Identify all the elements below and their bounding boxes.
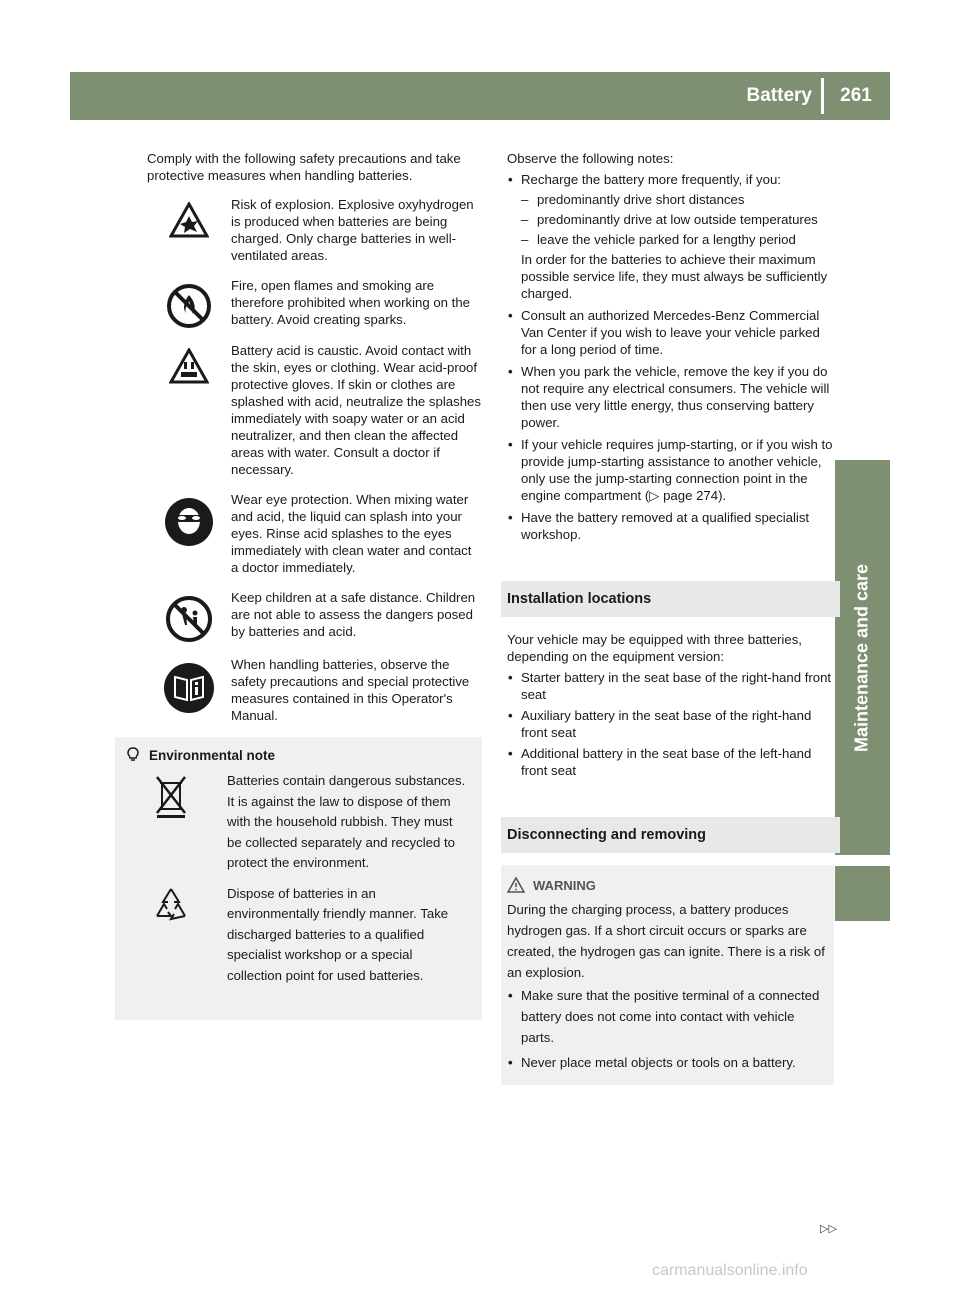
section-heading-installation: Installation locations [501,581,840,617]
hazard-item [147,589,482,643]
list-item: • When you park the vehicle, remove the key if you do not require any electrical consumers. The vehicle will then use very little energy, thus conserving battery power. [507,363,834,431]
hazard-item [147,342,482,478]
crossed-bin-icon [153,773,189,819]
warning-text: During the charging process, a battery produces hydrogen gas. If a short circuit occurs or sparks are created, the hydrogen gas can ignite. There is a risk of an explosion. [507,902,825,980]
chapter-marker [835,866,890,921]
list-item: • Never place metal objects or tools on a battery. [507,1052,826,1073]
section-heading-disconnecting: Disconnecting and removing [501,817,840,853]
lightbulb-icon [127,747,139,763]
hazard-text: When handling batteries, observe the safety precautions and special protective measures contained in this Operator's Manual. [231,657,470,723]
hazard-text: Keep children at a safe distance. Children are not able to assess the dangers posed by batteries and acid. [231,590,476,639]
hazard-item [147,196,482,264]
left-column [147,150,482,1020]
keep-children-away-icon [165,595,213,643]
eye-protection-icon [164,497,214,547]
hazard-text: Fire, open flames and smoking are therefore prohibited when working on the battery. Avoid creating sparks. [231,278,470,327]
hazard-text: Risk of explosion. Explosive oxyhydrogen is produced when batteries are being charged. Only charge batteries in well-ventilated areas. [231,197,474,263]
page-title: Battery [746,85,812,106]
corrosive-warning-icon [169,348,209,384]
installation-intro: Your vehicle may be equipped with three batteries, depending on the equipment version: [507,632,802,664]
warning-header [507,877,826,893]
hazard-item [147,656,482,724]
explosion-warning-icon [169,202,209,238]
list-subitem: – leave the vehicle parked for a lengthy period [507,231,834,248]
hazard-item [147,491,482,576]
list-item: • Recharge the battery more frequently, if you: [507,171,834,188]
operator-manual-icon [163,662,215,714]
continued-marker: ▷▷ [820,1223,837,1235]
recycle-icon [153,886,189,922]
warning-triangle-icon [507,877,525,893]
environmental-note-header [115,747,482,763]
recharge-note: In order for the batteries to achieve their maximum possible service life, they must always be sufficiently charged. [521,252,828,301]
notes-intro: Observe the following notes: [507,151,674,166]
environmental-note-title: Environmental note [149,747,276,763]
environmental-note-text: Dispose of batteries in an environmentally friendly manner. Take discharged batteries to a qualified specialist workshop or a special collection point for used batteries. [227,885,449,983]
hazard-item [147,277,482,329]
warning-box [501,865,834,1085]
page-number: 261 [840,85,872,106]
list-item: • Consult an authorized Mercedes-Benz Commercial Van Center if you wish to leave your vehicle parked for a long period of time. [507,307,834,358]
hazard-text: Battery acid is caustic. Avoid contact with the skin, eyes or clothing. Wear acid-proof protective gloves. If skin or clothes are splashed with acid, neutralize the splashes immediately with soapy water or an acid neutralizer, and then clean the affected areas with water. Consult a doctor if necessary. [231,343,481,477]
environmental-note-item [115,771,482,874]
right-column [507,150,834,1085]
list-subitem: – predominantly drive short distances [507,191,834,208]
environmental-note-text: Batteries contain dangerous substances. It is against the law to dispose of them with the household rubbish. They must be collected separately and recycled to protect the environment. [227,773,466,870]
list-item: • Additional battery in the seat base of the left-hand front seat [507,745,834,779]
list-item: • Starter battery in the seat base of the right-hand front seat [507,669,834,703]
list-item: • Auxiliary battery in the seat base of the right-hand front seat [507,707,834,741]
header-divider [821,78,824,114]
warning-label: WARNING [533,877,596,893]
no-fire-icon [166,283,212,329]
list-item: • Make sure that the positive terminal of a connected battery does not come into contact with vehicle parts. [507,985,826,1048]
chapter-tab [835,460,890,855]
list-item: • Have the battery removed at a qualified specialist workshop. [507,509,834,543]
environmental-note-item [115,884,482,987]
list-item: • If your vehicle requires jump-starting, or if you wish to provide jump-starting assistance to another vehicle, only use the jump-starting connection point in the engine compartment (▷ page 274). [507,436,834,504]
header-bar [70,72,890,120]
chapter-tab-label: Maintenance and care [851,563,872,753]
environmental-note [115,737,482,1020]
intro-text: Comply with the following safety precautions and take protective measures when handling batteries. [147,151,461,183]
list-subitem: – predominantly drive at low outside temperatures [507,211,834,228]
watermark: carmanualsonline.info [652,1262,808,1279]
hazard-text: Wear eye protection. When mixing water and acid, the liquid can splash into your eyes. Rinse acid splashes to the eyes immediately with clean water and contact a doctor immediately. [231,492,472,575]
